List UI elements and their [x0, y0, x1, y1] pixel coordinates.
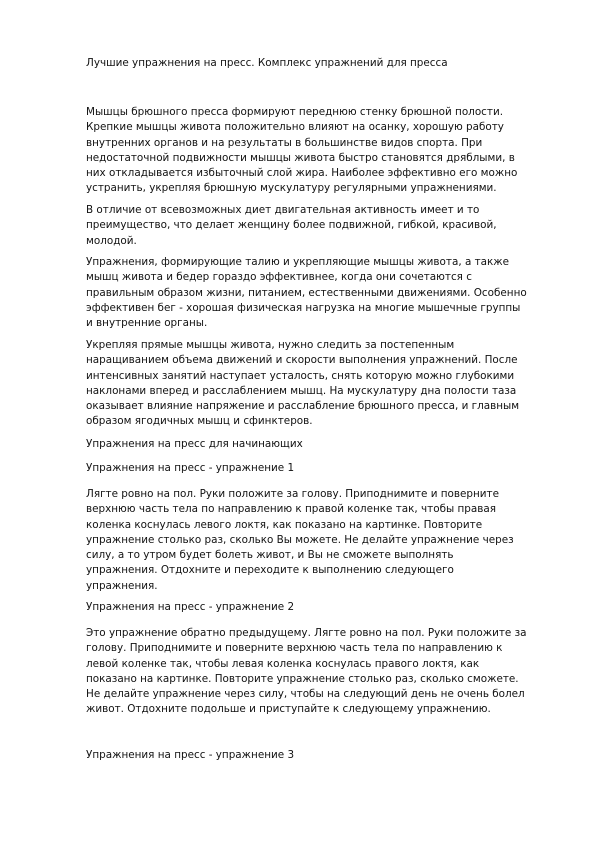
- text-line: образом ягодичных мышц и сфинктеров.: [86, 415, 313, 428]
- text-line: преимущество, что делает женщину более подвижной, гибкой, красивой,: [86, 219, 497, 232]
- text-line: мышц живота и бедер гораздо эффективнее, когда они сочетаются с: [86, 271, 472, 284]
- paragraph-exercise-2: [86, 626, 556, 718]
- text-line: наращиванием объема движений и скорости выполнения упражнений. После: [86, 354, 518, 367]
- text-line: Мышцы брюшного пресса формируют переднюю стенку брюшной полости.: [86, 106, 504, 118]
- text-line: левой коленке так, чтобы левая коленка коснулась правого локтя, как: [86, 657, 480, 670]
- paragraph-exercise-1: [86, 487, 556, 594]
- text-line: эффективен бег - хорошая физическая нагрузка на многие мышечные группы: [86, 301, 521, 314]
- text-line: правильным образом жизни, питанием, естественными движениями. Особенно: [86, 286, 527, 299]
- text-line: В отличие от всевозможных диет двигательная активность имеет и то: [86, 204, 480, 216]
- text-line: Не делайте упражнение через силу, чтобы на следующий день не очень болел: [86, 688, 525, 701]
- paragraph-abdominal-muscles: [86, 105, 556, 197]
- text-line: внутренних органов и на результаты в большинстве видов спорта. При: [86, 136, 483, 149]
- text-line: упражнение столько раз, сколько Вы можете. Не делайте упражнение через: [86, 533, 514, 546]
- text-line: Укрепляя прямые мышцы живота, нужно следить за постепенным: [86, 339, 455, 351]
- text-line: верхнюю часть тела по направлению к правой коленке так, чтобы правая: [86, 503, 496, 516]
- heading-exercise-3: Упражнения на пресс - упражнение 3: [86, 749, 295, 761]
- text-line: живот. Отдохните подольше и приступайте к следующему упражнению.: [86, 703, 491, 716]
- paragraph-waist-exercises: [86, 255, 556, 331]
- text-line: голову. Приподнимите и поверните верхнюю часть тела по направлению к: [86, 642, 503, 655]
- text-line: Лягте ровно на пол. Руки положите за голову. Приподнимите и поверните: [86, 488, 500, 500]
- text-line: Это упражнение обратно предыдущему. Лягте ровно на пол. Руки положите за: [86, 627, 527, 639]
- paragraph-rectus-muscles: [86, 338, 556, 430]
- text-line: упражнения.: [86, 579, 158, 592]
- text-line: устранить, укрепляя брюшную мускулатуру регулярными упражнениями.: [86, 182, 497, 195]
- text-line: наклонами вперед и расслаблением мышц. На мускулатуру дна полости таза: [86, 384, 517, 397]
- heading-exercise-1: Упражнения на пресс - упражнение 1: [86, 462, 295, 474]
- heading-exercise-2: Упражнения на пресс - упражнение 2: [86, 601, 295, 613]
- text-line: коленка коснулась левого локтя, как показано на картинке. Повторите: [86, 518, 483, 531]
- text-line: силу, а то утром будет болеть живот, и Вы не сможете выполнять: [86, 549, 454, 562]
- text-line: Крепкие мышцы живота положительно влияют на осанку, хорошую работу: [86, 121, 504, 134]
- text-line: Упражнения, формирующие талию и укрепляющие мышцы живота, а также: [86, 256, 510, 268]
- heading-beginners: Упражнения на пресс для начинающих: [86, 438, 303, 450]
- text-line: и внутренние органы.: [86, 317, 208, 330]
- text-line: оказывает влияние напряжение и расслабление брюшного пресса, и главным: [86, 400, 520, 413]
- text-line: недостаточной подвижности мышцы живота быстро становятся дряблыми, в: [86, 151, 515, 164]
- text-line: упражнения. Отдохните и переходите к выполнению следующего: [86, 564, 454, 577]
- text-line: молодой.: [86, 234, 137, 247]
- text-line: них откладывается избыточный слой жира. Наиболее эффективно его можно: [86, 167, 518, 180]
- document-title: Лучшие упражнения на пресс. Комплекс упражнений для пресса: [86, 57, 448, 69]
- text-line: интенсивных занятий наступает усталость, снять которую можно глубокими: [86, 369, 515, 382]
- text-line: показано на картинке. Повторите упражнение столько раз, сколько сможете.: [86, 672, 519, 685]
- paragraph-diets: [86, 203, 556, 249]
